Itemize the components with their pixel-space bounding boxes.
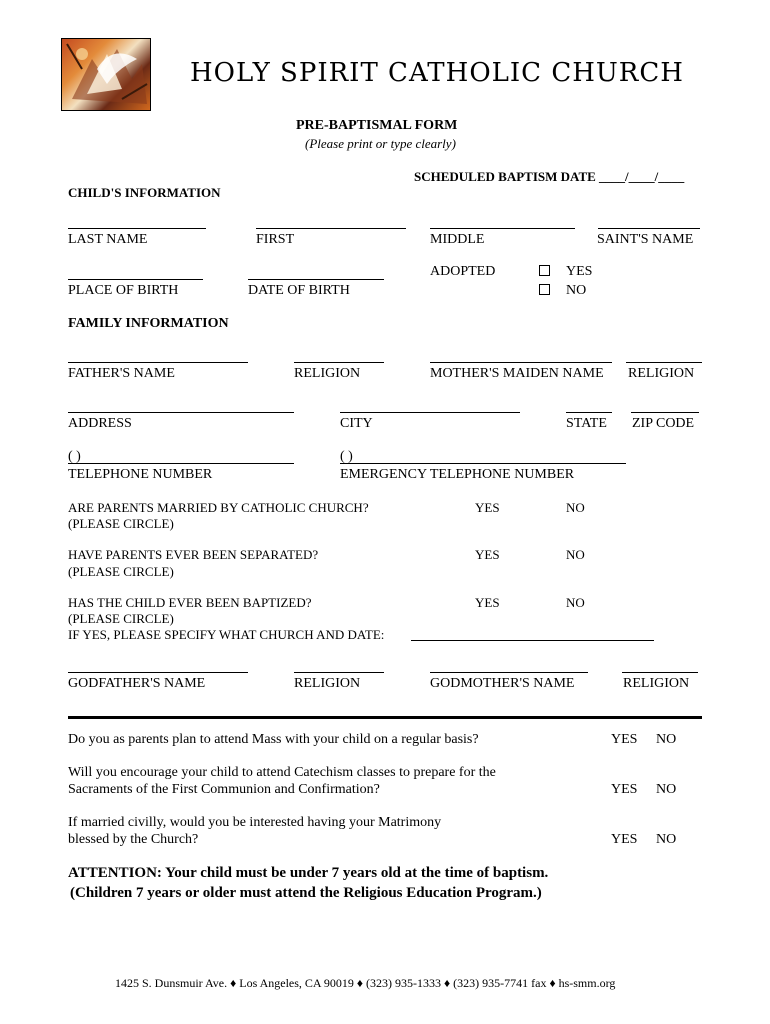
last-name-label: LAST NAME bbox=[68, 232, 148, 247]
adopted-label: ADOPTED bbox=[430, 264, 496, 279]
place-of-birth-field[interactable] bbox=[68, 279, 203, 280]
middle-name-field[interactable] bbox=[430, 228, 575, 229]
question-separated-note: (PLEASE CIRCLE) bbox=[68, 564, 174, 579]
separated-yes-option[interactable]: YES bbox=[475, 547, 500, 562]
father-religion-label: RELIGION bbox=[294, 366, 361, 381]
adopted-no-label: NO bbox=[566, 283, 587, 298]
godmother-religion-field[interactable] bbox=[622, 672, 698, 673]
question-baptized-note: (PLEASE CIRCLE) bbox=[68, 611, 174, 626]
godmother-religion-label: RELIGION bbox=[623, 676, 690, 691]
question-married-catholic: ARE PARENTS MARRIED BY CATHOLIC CHURCH? bbox=[68, 500, 369, 515]
middle-name-label: MIDDLE bbox=[430, 232, 485, 247]
form-instructions: (Please print or type clearly) bbox=[305, 136, 456, 151]
godfather-religion-field[interactable] bbox=[294, 672, 384, 673]
mass-yes-option[interactable]: YES bbox=[611, 732, 638, 747]
if-yes-specify-label: IF YES, PLEASE SPECIFY WHAT CHURCH AND DATE: bbox=[68, 627, 385, 642]
saints-name-label: SAINT'S NAME bbox=[597, 232, 694, 247]
city-field[interactable] bbox=[340, 412, 520, 413]
adopted-yes-label: YES bbox=[566, 264, 593, 279]
attention-notice: ATTENTION: Your child must be under 7 years old at the time of baptism. bbox=[68, 865, 549, 881]
first-name-field[interactable] bbox=[256, 228, 406, 229]
emergency-telephone-label: EMERGENCY TELEPHONE NUMBER bbox=[340, 467, 575, 482]
baptized-yes-option[interactable]: YES bbox=[475, 595, 500, 610]
mothers-maiden-name-label: MOTHER'S MAIDEN NAME bbox=[430, 366, 604, 381]
question-separated: HAVE PARENTS EVER BEEN SEPARATED? bbox=[68, 547, 319, 562]
footer-contact-info: 1425 S. Dunsmuir Ave. ♦ Los Angeles, CA 90019 ♦ (323) 935-1333 ♦ (323) 935-7741 fax ♦ hs-smm.org bbox=[115, 976, 616, 990]
last-name-field[interactable] bbox=[68, 228, 206, 229]
childs-information-heading: CHILD'S INFORMATION bbox=[68, 185, 221, 200]
attention-notice-detail: (Children 7 years or older must attend the Religious Education Program.) bbox=[70, 885, 542, 901]
city-label: CITY bbox=[340, 416, 373, 431]
adopted-no-checkbox[interactable] bbox=[539, 284, 550, 295]
matrimony-yes-option[interactable]: YES bbox=[611, 832, 638, 847]
church-logo-image bbox=[61, 38, 151, 111]
church-name: HOLY SPIRIT CATHOLIC CHURCH bbox=[190, 58, 684, 88]
parent-question-catechism-line1: Will you encourage your child to attend Catechism classes to prepare for the bbox=[68, 765, 496, 780]
mother-religion-field[interactable] bbox=[626, 362, 702, 363]
fathers-name-field[interactable] bbox=[68, 362, 248, 363]
father-religion-field[interactable] bbox=[294, 362, 384, 363]
godfathers-name-label: GODFATHER'S NAME bbox=[68, 676, 206, 691]
married-yes-option[interactable]: YES bbox=[475, 500, 500, 515]
fathers-name-label: FATHER'S NAME bbox=[68, 366, 175, 381]
emergency-telephone-field[interactable] bbox=[340, 463, 626, 464]
adopted-yes-checkbox[interactable] bbox=[539, 265, 550, 276]
parent-question-matrimony-line1: If married civilly, would you be interested having your Matrimony bbox=[68, 815, 442, 830]
telephone-label: TELEPHONE NUMBER bbox=[68, 467, 213, 482]
mother-religion-label: RELIGION bbox=[628, 366, 695, 381]
first-name-label: FIRST bbox=[256, 232, 295, 247]
godfather-religion-label: RELIGION bbox=[294, 676, 361, 691]
church-and-date-field[interactable] bbox=[411, 640, 654, 641]
emergency-area-code: ( ) bbox=[340, 449, 353, 464]
godfathers-name-field[interactable] bbox=[68, 672, 248, 673]
parent-question-catechism-line2: Sacraments of the First Communion and Confirmation? bbox=[68, 782, 380, 797]
state-label: STATE bbox=[566, 416, 607, 431]
catechism-yes-option[interactable]: YES bbox=[611, 782, 638, 797]
parent-question-matrimony-line2: blessed by the Church? bbox=[68, 832, 199, 847]
catechism-no-option[interactable]: NO bbox=[656, 782, 677, 797]
saints-name-field[interactable] bbox=[598, 228, 700, 229]
family-information-heading: FAMILY INFORMATION bbox=[68, 316, 229, 331]
parent-question-mass: Do you as parents plan to attend Mass with your child on a regular basis? bbox=[68, 732, 479, 747]
baptized-no-option[interactable]: NO bbox=[566, 595, 585, 610]
question-married-note: (PLEASE CIRCLE) bbox=[68, 516, 174, 531]
zip-code-field[interactable] bbox=[631, 412, 699, 413]
section-divider bbox=[68, 716, 702, 719]
address-label: ADDRESS bbox=[68, 416, 132, 431]
separated-no-option[interactable]: NO bbox=[566, 547, 585, 562]
scheduled-baptism-date[interactable]: SCHEDULED BAPTISM DATE ____/____/____ bbox=[414, 169, 685, 184]
telephone-field[interactable] bbox=[68, 463, 294, 464]
mass-no-option[interactable]: NO bbox=[656, 732, 677, 747]
married-no-option[interactable]: NO bbox=[566, 500, 585, 515]
matrimony-no-option[interactable]: NO bbox=[656, 832, 677, 847]
godmothers-name-label: GODMOTHER'S NAME bbox=[430, 676, 575, 691]
form-title: PRE-BAPTISMAL FORM bbox=[296, 118, 458, 133]
question-baptized: HAS THE CHILD EVER BEEN BAPTIZED? bbox=[68, 595, 312, 610]
godmothers-name-field[interactable] bbox=[430, 672, 588, 673]
date-of-birth-label: DATE OF BIRTH bbox=[248, 283, 350, 298]
zip-code-label: ZIP CODE bbox=[632, 416, 695, 431]
address-field[interactable] bbox=[68, 412, 294, 413]
place-of-birth-label: PLACE OF BIRTH bbox=[68, 283, 179, 298]
phone-area-code: ( ) bbox=[68, 449, 81, 464]
date-of-birth-field[interactable] bbox=[248, 279, 384, 280]
state-field[interactable] bbox=[566, 412, 612, 413]
mothers-maiden-name-field[interactable] bbox=[430, 362, 612, 363]
